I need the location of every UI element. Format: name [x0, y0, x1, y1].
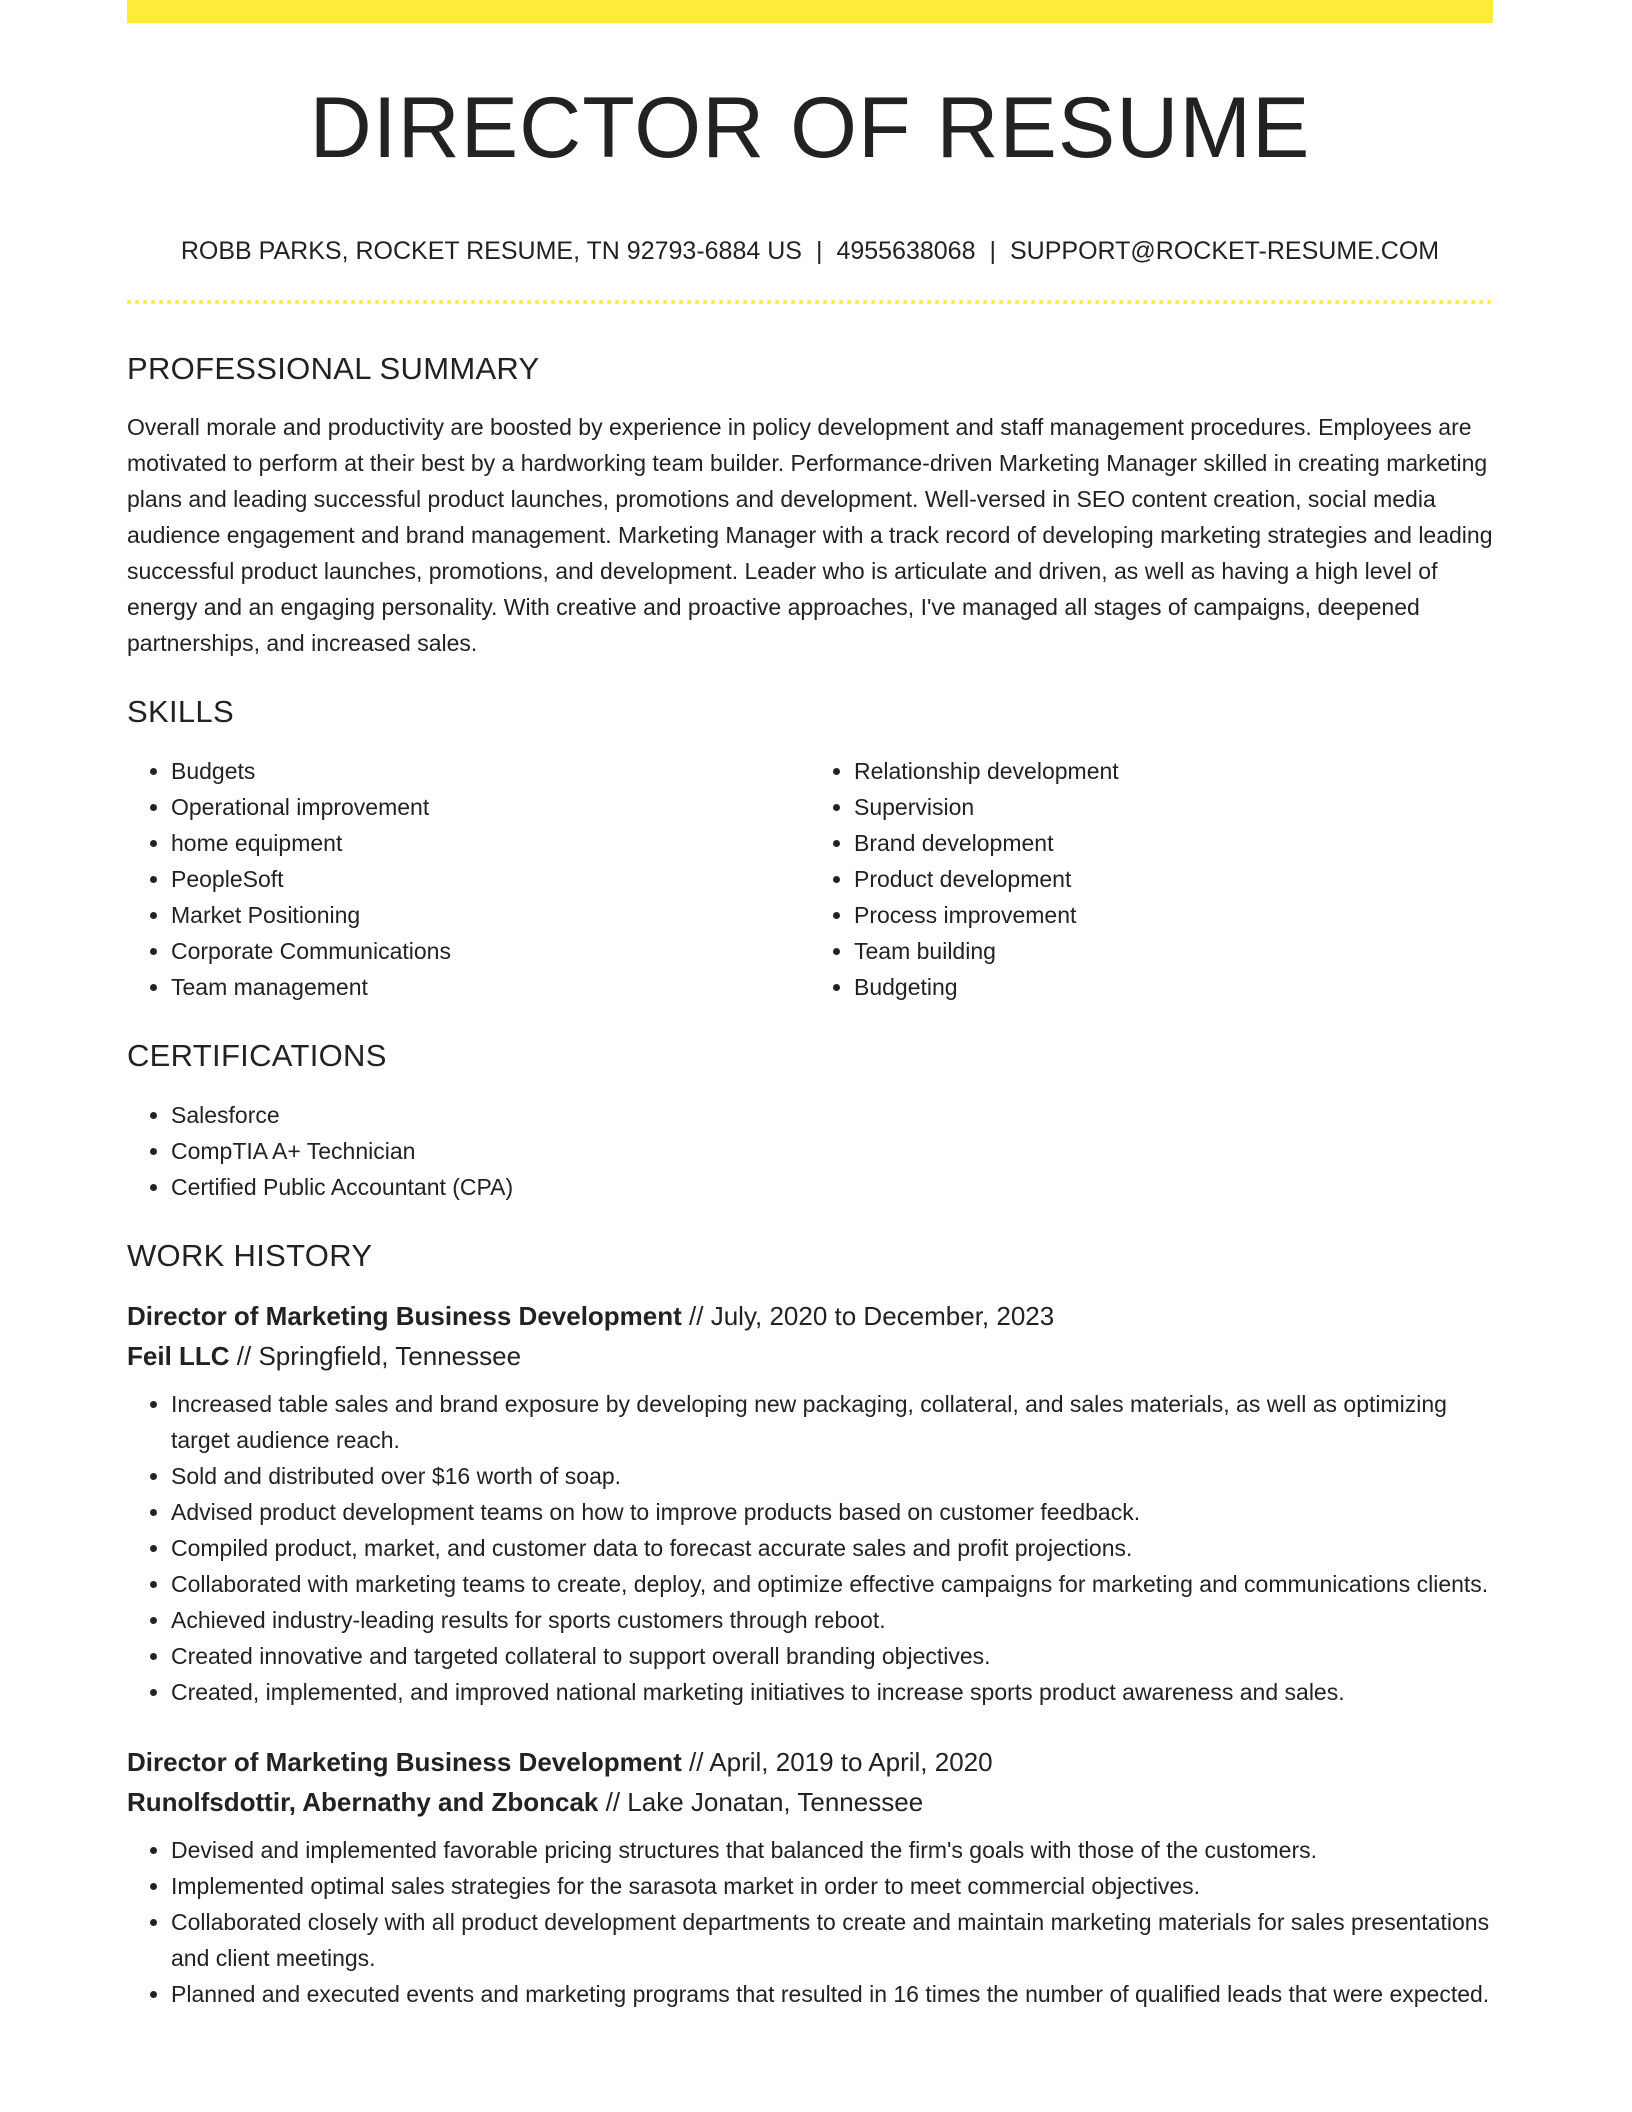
resume-title: DIRECTOR OF RESUME: [309, 80, 1311, 176]
summary-text: Overall morale and productivity are boosted by experience in policy development and staff management procedures. Employees are motivated to perform at their best by a hardworking team builder. Performance-driven Marketing Manager skilled in creating marketing plans and leading successful product launches, promotions and development. Well-versed in SEO content creation, social media audience engagement and brand management. Marketing Manager with a track record of developing marketing strategies and leading successful product launches, promotions, and development. Leader who is articulate and driven, as well as having a high level of energy and an engaging personality. With creative and proactive approaches, I've managed all stages of campaigns, deepened partnerships, and increased sales.: [127, 413, 1493, 656]
skill-item: • PeopleSoft: [171, 861, 810, 897]
job-bullet: • Planned and executed events and marketing programs that resulted in 16 times the number of qualified leads that were expected.: [171, 1976, 1493, 2012]
job-bullet: • Created innovative and targeted collateral to support overall branding objectives.: [171, 1638, 1493, 1674]
job-title-line: [127, 1742, 1493, 1782]
skills-list-right: [810, 753, 1493, 1005]
certifications-heading: CERTIFICATIONS: [127, 1037, 387, 1073]
skill-item: • Operational improvement: [171, 789, 810, 825]
job-location: // Lake Jonatan, Tennessee: [598, 1787, 924, 1818]
job-bullet: • Advised product development teams on how to improve products based on customer feedback.: [171, 1494, 1493, 1530]
job-bullet: • Collaborated closely with all product development departments to create and maintain marketing materials for sales presentations and client meetings.: [171, 1904, 1493, 1976]
skills-heading: SKILLS: [127, 693, 234, 729]
job-bullets: [127, 1832, 1493, 2012]
skill-item: • Product development: [854, 861, 1493, 897]
job-company: Runolfsdottir, Abernathy and Zboncak: [127, 1787, 599, 1818]
job-bullet: • Achieved industry-leading results for sports customers through reboot.: [171, 1602, 1493, 1638]
contact-line: [127, 236, 1493, 266]
job-bullet: • Increased table sales and brand exposure by developing new packaging, collateral, and sales materials, as well as optimizing target audience reach.: [171, 1386, 1493, 1458]
contact-phone: 4955638068: [836, 236, 976, 265]
work-history-heading: WORK HISTORY: [127, 1238, 373, 1274]
job-title-line: [127, 1296, 1493, 1336]
skill-item: • Corporate Communications: [171, 933, 810, 969]
job-entry: [127, 1296, 1493, 1710]
job-title: Director of Marketing Business Development: [127, 1747, 682, 1778]
accent-top-bar: [127, 0, 1493, 23]
skill-item: • Supervision: [854, 789, 1493, 825]
job-location: // Springfield, Tennessee: [229, 1341, 522, 1372]
job-bullets: [127, 1386, 1493, 1710]
skills-columns: [127, 753, 1493, 1005]
certification-item: • Certified Public Accountant (CPA): [171, 1169, 1493, 1205]
job-bullet: • Sold and distributed over $16 worth of soap.: [171, 1458, 1493, 1494]
skill-item: • Budgets: [171, 753, 810, 789]
skill-item: • Market Positioning: [171, 897, 810, 933]
job-company-line: [127, 1336, 1493, 1376]
job-dates: // July, 2020 to December, 2023: [681, 1301, 1055, 1332]
summary-heading: PROFESSIONAL SUMMARY: [127, 350, 540, 386]
skill-item: • Team building: [854, 933, 1493, 969]
skill-item: • home equipment: [171, 825, 810, 861]
job-bullet: • Devised and implemented favorable pricing structures that balanced the firm's goals with those of the customers.: [171, 1832, 1493, 1868]
skill-item: • Relationship development: [854, 753, 1493, 789]
skill-item: • Process improvement: [854, 897, 1493, 933]
job-bullet: • Created, implemented, and improved national marketing initiatives to increase sports product awareness and sales.: [171, 1674, 1493, 1710]
certifications-list: [127, 1097, 1493, 1205]
header-divider: [127, 300, 1493, 304]
contact-email: SUPPORT@ROCKET-RESUME.COM: [1009, 236, 1440, 265]
job-entry: [127, 1742, 1493, 2012]
job-bullet: • Implemented optimal sales strategies for the sarasota market in order to meet commercial objectives.: [171, 1868, 1493, 1904]
contact-separator: |: [989, 236, 996, 265]
job-company-line: [127, 1782, 1493, 1822]
job-title: Director of Marketing Business Development: [127, 1301, 682, 1332]
skill-item: • Brand development: [854, 825, 1493, 861]
skill-item: • Budgeting: [854, 969, 1493, 1005]
job-dates: // April, 2019 to April, 2020: [681, 1747, 993, 1778]
resume-page: [127, 0, 1493, 2012]
job-bullet: • Collaborated with marketing teams to create, deploy, and optimize effective campaigns for marketing and communications clients.: [171, 1566, 1493, 1602]
job-company: Feil LLC: [127, 1341, 230, 1372]
job-bullet: • Compiled product, market, and customer data to forecast accurate sales and profit projections.: [171, 1530, 1493, 1566]
certification-item: • Salesforce: [171, 1097, 1493, 1133]
certification-item: • CompTIA A+ Technician: [171, 1133, 1493, 1169]
contact-separator: |: [815, 236, 823, 265]
contact-address: ROBB PARKS, ROCKET RESUME, TN 92793-6884 US: [180, 236, 802, 265]
skills-list-left: [127, 753, 810, 1005]
skill-item: • Team management: [171, 969, 810, 1005]
